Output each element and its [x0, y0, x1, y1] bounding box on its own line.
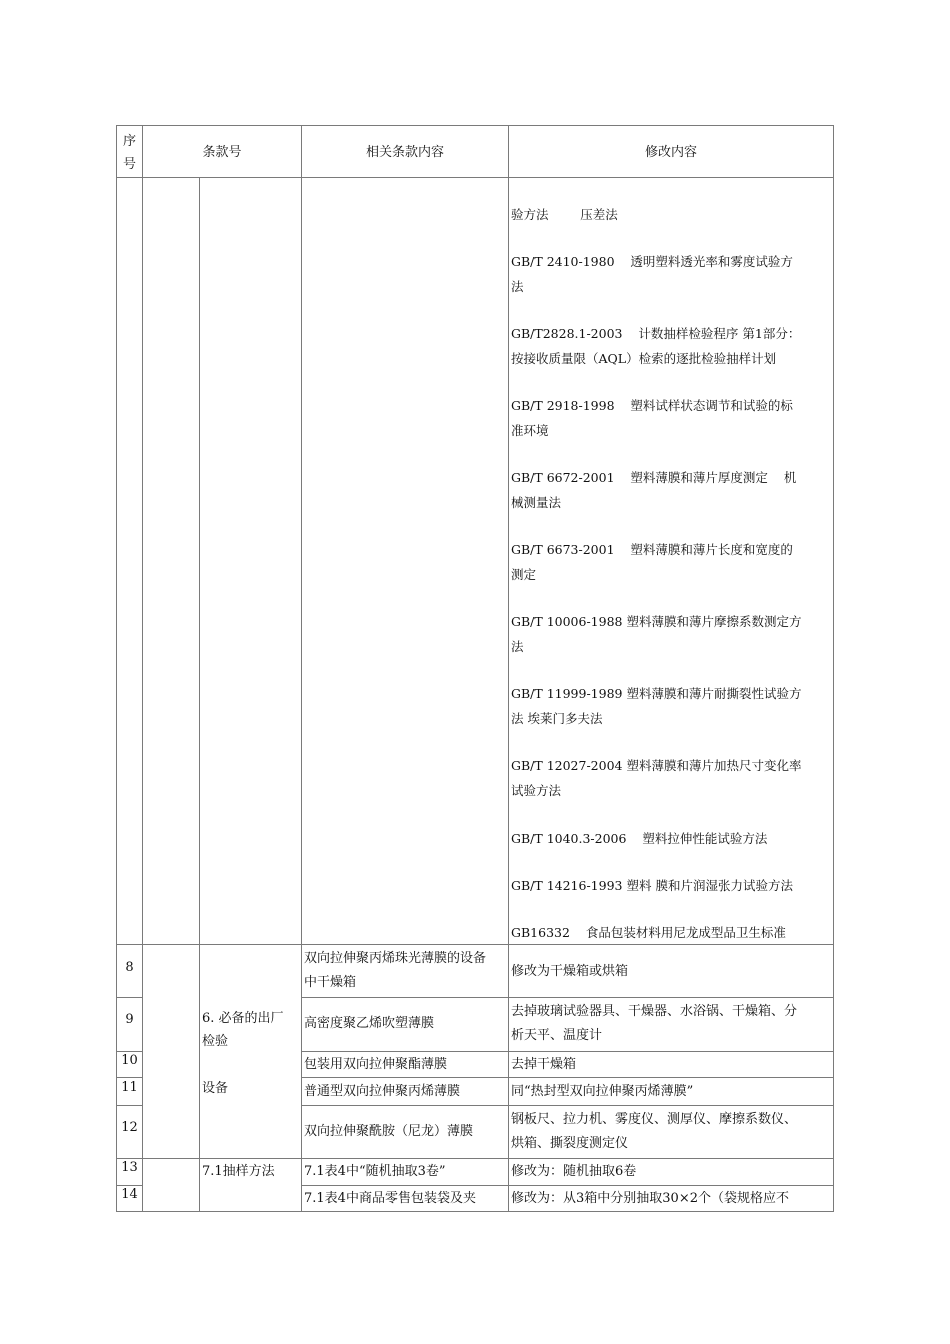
ref-1-line-0: GB/T 2410-1980 透明塑料透光率和雾度试验方 [511, 254, 793, 269]
header-related-content: 相关条款内容 [365, 145, 444, 160]
row-8-no: 8 [125, 960, 134, 975]
row-14-mod-1: 修改为：从3箱中分别抽取30×2个（袋规格应不 [511, 1191, 789, 1206]
row-13-no: 13 [121, 1160, 138, 1175]
row-sep-14-top [116, 1185, 142, 1186]
clause-group-line2: 检验 [202, 1034, 229, 1049]
row-11-no: 11 [121, 1080, 138, 1095]
row-11-related-1: 普通型双向拉伸聚丙烯薄膜 [304, 1084, 461, 1099]
row-12-no: 12 [121, 1120, 138, 1135]
row-10-no: 10 [121, 1053, 138, 1068]
ref-5-line-1: 测定 [511, 567, 537, 582]
row-10-related-1: 包装用双向拉伸聚酯薄膜 [304, 1057, 448, 1072]
ref-6-line-1: 法 [511, 639, 524, 654]
row-8-related-1: 双向拉伸聚丙烯珠光薄膜的设备 [304, 951, 487, 966]
ref-7-line-1: 法 埃莱门多夫法 [511, 711, 603, 726]
clause-group-line1: 6. 必备的出厂 [202, 1011, 284, 1026]
row-13-mod-1: 修改为：随机抽取6卷 [511, 1164, 637, 1179]
header-seq-line1: 序 [122, 134, 136, 149]
ref-8-line-1: 试验方法 [511, 783, 562, 798]
row-11-mod-1: 同“热封型双向拉伸聚丙烯薄膜” [511, 1084, 694, 1099]
row-12-mod-1: 钢板尺、拉力机、雾度仪、测厚仪、摩擦系数仪、 [511, 1112, 798, 1127]
ref-9-line-0: GB/T 1040.3-2006 塑料拉伸性能试验方法 [511, 831, 768, 846]
ref-0-line-0: 验方法 压差法 [511, 207, 618, 222]
row-9-related-1: 高密度聚乙烯吹塑薄膜 [304, 1016, 435, 1031]
row-sep-12-top [116, 1105, 142, 1106]
mod-col-divider [508, 125, 509, 1212]
row-sep-9-top [116, 997, 142, 998]
table-right-border [833, 125, 834, 1212]
row-8-related-2: 中干燥箱 [304, 975, 357, 990]
row-sep-14-top-r [301, 1185, 834, 1186]
related-col-divider [301, 125, 302, 1212]
table-left-border [116, 125, 117, 1212]
ref-11-line-0: GB16332 食品包装材料用尼龙成型品卫生标准 [511, 925, 786, 940]
row-sep-9-top-r [301, 997, 834, 998]
header-clause-no: 条款号 [202, 145, 242, 160]
row-9-no: 9 [125, 1012, 134, 1027]
ref-3-line-1: 准环境 [511, 423, 549, 438]
header-modification: 修改内容 [644, 145, 697, 160]
row-12-mod-2: 烘箱、撕裂度测定仪 [511, 1136, 629, 1151]
row-14-related-1: 7.1表4中商品零售包装袋及夹 [304, 1191, 476, 1206]
row-10-mod-1: 去掉干燥箱 [511, 1057, 577, 1072]
ref-10-line-0: GB/T 14216-1993 塑料 膜和片润湿张力试验方法 [511, 878, 793, 893]
row-sep-10-top-r [301, 1051, 834, 1052]
ref-7-line-0: GB/T 11999-1989 塑料薄膜和薄片耐撕裂性试验方 [511, 686, 802, 701]
row-9-mod-2: 析天平、温度计 [511, 1028, 603, 1043]
row-14-no: 14 [121, 1187, 138, 1202]
row-sep-11-top-r [301, 1077, 834, 1078]
clause-group-line3: 设备 [202, 1081, 229, 1096]
ref-3-line-0: GB/T 2918-1998 塑料试样状态调节和试验的标 [511, 398, 793, 413]
ref-1-line-1: 法 [511, 279, 524, 294]
row-12-related-1: 双向拉伸聚酰胺（尼龙）薄膜 [304, 1124, 474, 1139]
row-sep-12-top-r [301, 1105, 834, 1106]
ref-4-line-0: GB/T 6672-2001 塑料薄膜和薄片厚度测定 机 [511, 470, 797, 485]
table-bottom-border [116, 1211, 834, 1212]
row-sep-10-top [116, 1051, 142, 1052]
ref-2-line-0: GB/T2828.1-2003 计数抽样检验程序 第1部分： [511, 326, 801, 341]
ref-4-line-1: 械测量法 [511, 495, 562, 510]
ref-5-line-0: GB/T 6673-2001 塑料薄膜和薄片长度和宽度的 [511, 542, 793, 557]
row-sep-11-top [116, 1077, 142, 1078]
row-8-mod-1: 修改为干燥箱或烘箱 [511, 964, 629, 979]
subclause-col-divider [199, 177, 200, 1212]
ref-2-line-1: 按接收质量限（AQL）检索的逐批检验抽样计划 [511, 351, 777, 366]
header-bottom-border [116, 177, 834, 178]
seq-col-divider [142, 125, 143, 1212]
row-9-mod-1: 去掉玻璃试验器具、干燥器、水浴锅、干燥箱、分 [511, 1004, 798, 1019]
clause-71: 7.1抽样方法 [202, 1164, 275, 1179]
ref-8-line-0: GB/T 12027-2004 塑料薄膜和薄片加热尺寸变化率 [511, 758, 802, 773]
row-13-related-1: 7.1表4中“随机抽取3卷” [304, 1164, 446, 1179]
ref-6-line-0: GB/T 10006-1988 塑料薄膜和薄片摩擦系数测定方 [511, 614, 802, 629]
row-sep-13-top [116, 1158, 834, 1159]
header-seq-line2: 号 [122, 157, 136, 172]
table-top-border [116, 125, 834, 126]
